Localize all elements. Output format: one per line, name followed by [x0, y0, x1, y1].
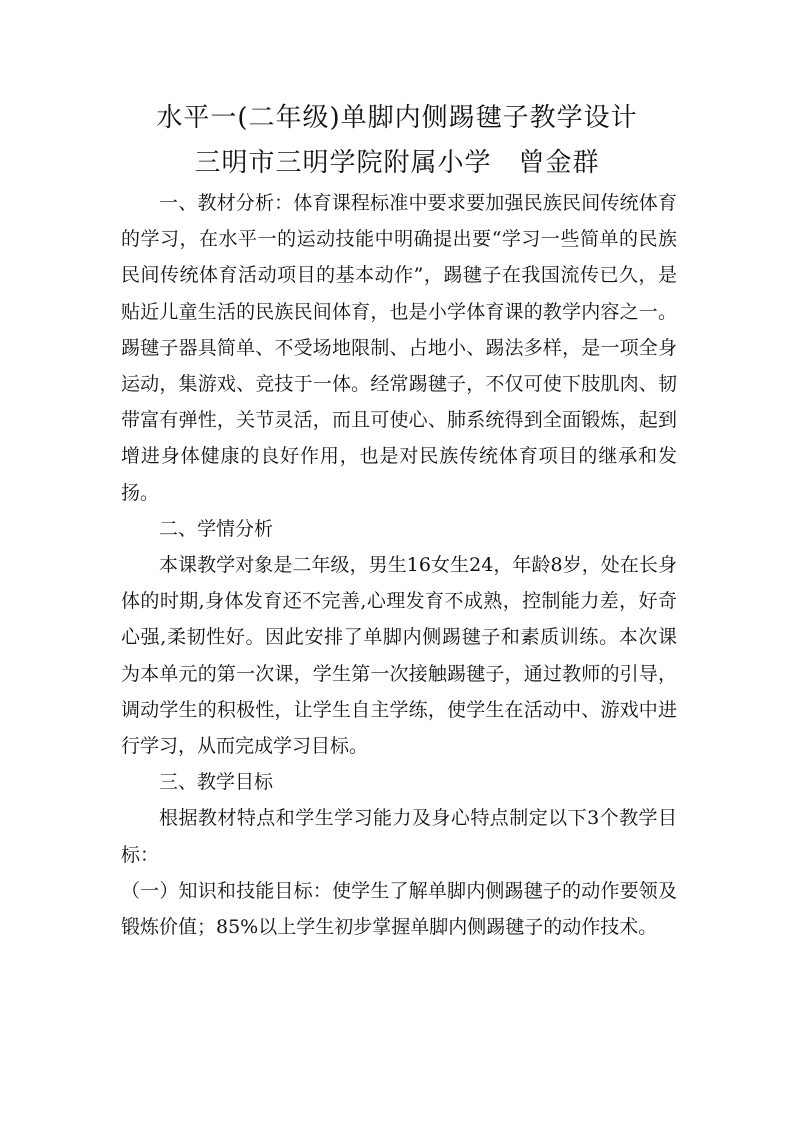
document-title: 水平一(二年级)单脚内侧踢毽子教学设计: [156, 103, 638, 133]
heading-student-analysis: 二、学情分析: [159, 517, 274, 540]
paragraph-textbook-analysis: 一、教材分析：体育课程标准中要求要加强民族民间传统体育的学习，在水平一的运动技能中明确提出要“学习一些简单的民族民间传统体育活动项目的基本动作”，踢毽子在我国流传已久，是贴近儿童生活的民族民间体育，也是小学体育课的教学内容之一。踢毽子器具简单、不受场地限制、占地小、踢法多样，是一项全身运动，集游戏、竞技于一体。经常踢毽子，不仅可使下肢肌肉、韧带富有弹性，关节灵活，而且可使心、肺系统得到全面锻炼，起到增进身体健康的良好作用，也是对民族传统体育项目的继承和发扬。: [121, 192, 677, 504]
author-line: 三明市三明学院附属小学 曾金群: [194, 148, 600, 178]
document-body: [121, 185, 677, 945]
heading-teaching-goals: 三、教学目标: [159, 771, 274, 794]
paragraph-student-analysis: 本课教学对象是二年级，男生16女生24，年龄8岁，处在长身体的时期,身体发育还不完善,心理发育不成熟，控制能力差，好奇心强,柔韧性好。因此安排了单脚内侧踢毽子和素质训练。本次课为本单元的第一次课，学生第一次接触踢毽子，通过教师的引导，调动学生的积极性，让学生自主学练，使学生在活动中、游戏中进行学习，从而完成学习目标。: [121, 554, 677, 758]
paragraph-knowledge-skill-goal: （一）知识和技能目标：使学生了解单脚内侧踢毽子的动作要领及锻炼价值；85%以上学生初步掌握单脚内侧踢毽子的动作技术。: [121, 879, 677, 939]
paragraph-teaching-goals-intro: 根据教材特点和学生学习能力及身心特点制定以下3个教学目标：: [121, 807, 677, 866]
